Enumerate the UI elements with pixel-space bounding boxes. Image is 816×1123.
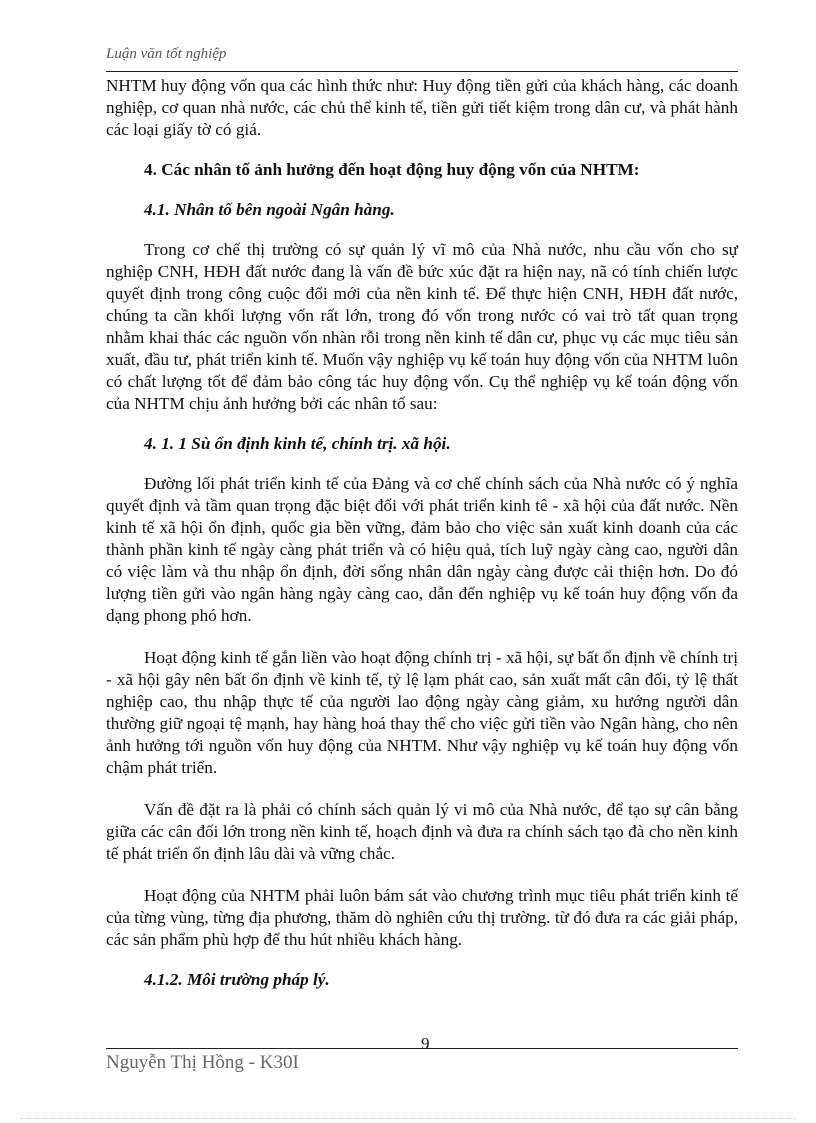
section-heading-4: 4. Các nhân tố ảnh hưởng đến hoạt động huy động vốn của NHTM:	[144, 160, 640, 179]
section-heading-4-1: 4.1. Nhân tố bên ngoài Ngân hàng.	[144, 200, 395, 219]
paragraph-market-mechanism: Trong cơ chế thị trường có sự quản lý vĩ mô của Nhà nước, nhu cầu vốn cho sự nghiệp CNH, HĐH đất nước đang là vấn đề bức xúc đặt ra hiện nay, nã có tính chiến lược quyết định trong công cuộc đổi mới của nền kinh tế. Để thực hiện CNH, HĐH đất nước, chúng ta cần khối lượng vốn rất lớn, trong đó vốn trong nước có vai trò tất quan trọng nhằm khai thác các nguồn vốn nhàn rỗi trong nền kinh tế dân cư, phục vụ các mục tiêu sản xuất, đầu tư, phát triển kinh tế. Muốn vậy nghiệp vụ kế toán huy động vốn của NHTM luôn có chất lượng tốt để đảm bảo công tác huy động vốn. Cụ thể nghiệp vụ kế toán động vốn của NHTM chịu ảnh hưởng bởi các nhân tố sau:	[106, 240, 738, 413]
header-rule	[106, 71, 738, 72]
paragraph-political-stability: Hoạt động kinh tế gắn liền vào hoạt động chính trị - xã hội, sự bất ổn định về chính trị - xã hội gây nên bất ổn định về kinh tế, tỷ lệ lạm phát cao, sản xuất mất cân đối, tỷ lệ thất nghiệp cao, thu nhập thực tế của người lao động ngày càng giảm, xu hướng người dân thường giữ ngoại tệ mạnh, hay hàng hoá thay thế cho việc gửi tiền vào Ngân hàng, cho nên ảnh hưởng tới nguồn vốn huy động của NHTM. Như vậy nghiệp vụ kế toán huy động vốn chậm phát triển.	[106, 648, 738, 777]
section-heading-4-1-1: 4. 1. 1 Sù ổn định kinh tế, chính trị. xã hội.	[144, 434, 451, 453]
paragraph-gap	[106, 627, 738, 647]
paragraph-nhtm-activity: Hoạt động của NHTM phải luôn bám sát vào chương trình mục tiêu phát triển kinh tế của từng vùng, từng địa phương, thăm dò nghiên cứu thị trường. từ đó đưa ra các giải pháp, các sản phẩm phù hợp để thu hút nhiều khách hàng.	[106, 886, 738, 949]
footer-author: Nguyễn Thị Hồng - K30I	[106, 1052, 299, 1073]
paragraph-gap	[106, 779, 738, 799]
paragraph-gap	[106, 865, 738, 885]
section-heading-4-1-2: 4.1.2. Môi trường pháp lý.	[144, 970, 330, 989]
paragraph-macro-policy: Vấn đề đặt ra là phải có chính sách quản lý vi mô của Nhà nước, để tạo sự cân bằng giữa các cân đối lớn trong nền kinh tế, hoạch định và đưa ra chính sách tạo đà cho nền kinh tế phát triển ổn định lâu dài và vững chắc.	[106, 800, 738, 863]
paragraph-economic-policy: Đường lối phát triển kinh tế của Đảng và cơ chế chính sách của Nhà nước có ý nghĩa quyết định và tầm quan trọng đặc biệt đối với phát triển kinh tê - xã hội của đất nước. Nền kinh tế xã hội ổn định, quốc gia bền vững, đảm bảo cho việc sản xuất kinh doanh của các thành phần kinh tế ngày càng phát triển và có hiệu quả, tích luỹ ngày càng cao, người dân có việc làm và thu nhập ổn định, đời sống nhân dân ngày càng được cải thiện hơn. Do đó lượng tiền gửi vào ngân hàng ngày càng cao, dẫn đến nghiệp vụ kế toán huy động vốn đa dạng phong phó hơn.	[106, 474, 738, 625]
running-header: Luận văn tốt nghiệp	[106, 46, 227, 62]
footer-rule	[106, 1048, 738, 1049]
page-bottom-dotted-line	[20, 1118, 796, 1119]
page-body	[106, 75, 738, 1009]
paragraph-intro: NHTM huy động vốn qua các hình thức như: Huy động tiền gửi của khách hàng, các doanh nghiệp, cơ quan nhà nước, các chủ thể kinh tế, tiền gửi tiết kiệm trong dân cư, và phát hành các loại giấy tờ có giá.	[106, 76, 738, 139]
page-number: 9	[421, 1034, 430, 1053]
